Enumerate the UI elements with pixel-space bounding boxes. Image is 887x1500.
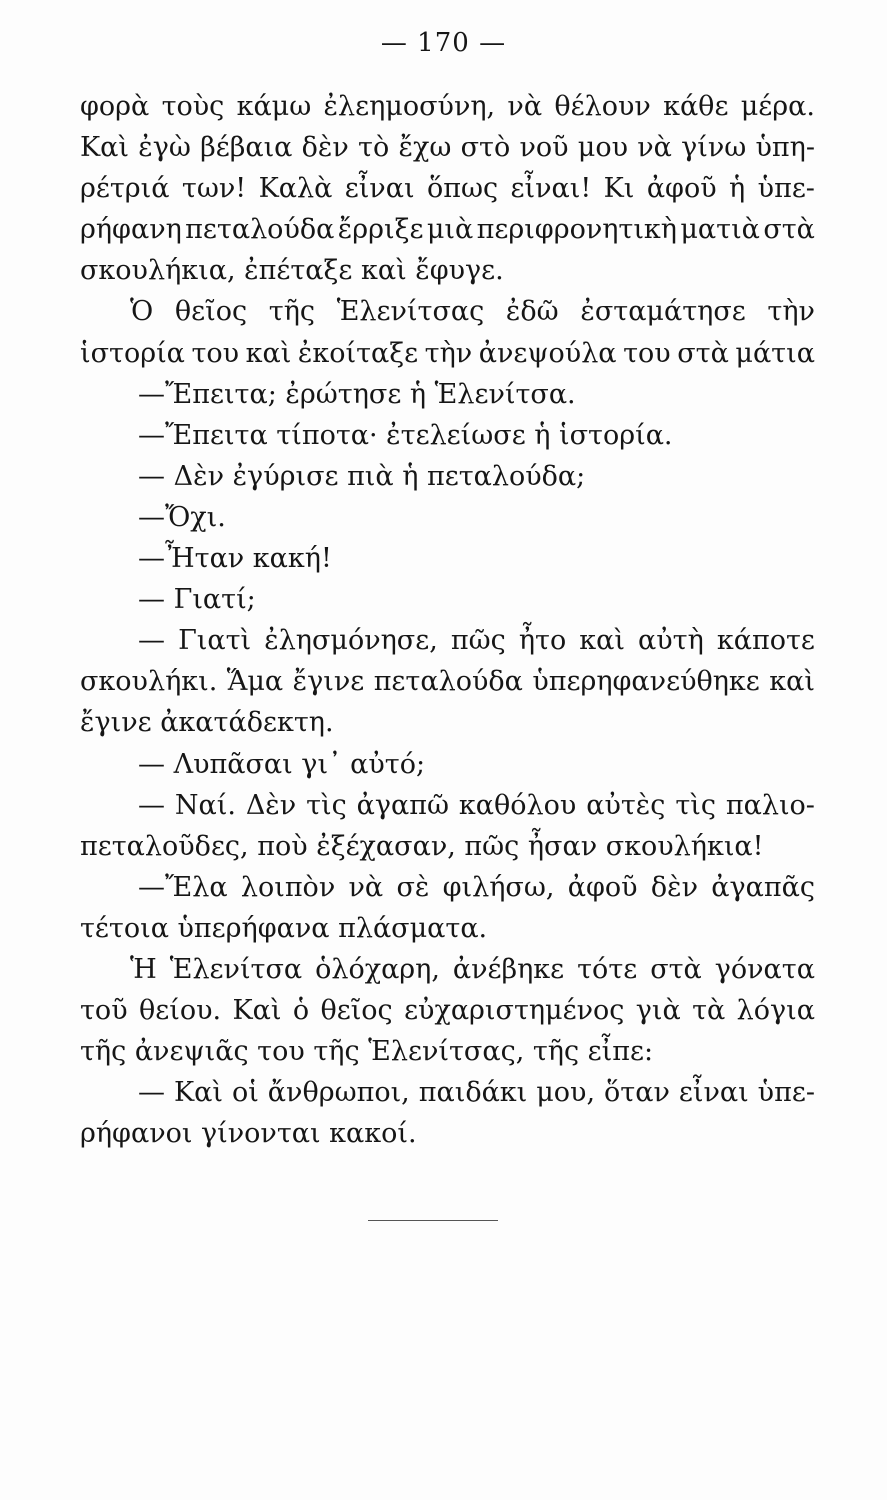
- page-number: — 170 —: [380, 28, 507, 58]
- word: ἀφοῦ: [646, 173, 717, 205]
- word: ἀγαπᾶς: [711, 871, 815, 903]
- body-text: [80, 86, 815, 1154]
- word: φιλήσω,: [442, 871, 555, 903]
- word: τὶς: [675, 789, 716, 821]
- word: ἐκοίταξε: [297, 337, 419, 369]
- word: τότε: [577, 953, 638, 985]
- word: Γιατὶ: [178, 625, 252, 657]
- word: θείου.: [138, 995, 222, 1027]
- word: νοῦ: [519, 132, 569, 164]
- word: στὸ: [460, 132, 511, 164]
- word: κάποτε: [716, 625, 815, 657]
- word: Ἑλενίτσα: [169, 953, 303, 985]
- word: ἀνεψούλα: [478, 337, 617, 369]
- word: λοιπὸν: [240, 871, 336, 903]
- section-divider: [368, 1220, 498, 1221]
- word: δὲν: [650, 871, 699, 903]
- word: ρέτριά: [80, 173, 170, 205]
- word: Κι: [603, 173, 635, 205]
- word: δὲν: [301, 132, 349, 164]
- text-line: ρήφανοι γίνονται κακοί.: [80, 1118, 417, 1150]
- word: καὶ: [769, 666, 815, 698]
- word: στὰ: [763, 214, 815, 246]
- text-line: τῆς ἀνεψιᾶς του τῆς Ἑλενίτσας, τῆς εἶπε:: [80, 1036, 654, 1068]
- word: γιὰ: [635, 995, 681, 1027]
- word: ρήφανη: [80, 214, 182, 246]
- text-line: [80, 209, 815, 250]
- word: Ἑλενίτσας: [336, 296, 485, 328]
- word: τὴν: [424, 337, 473, 369]
- word: εἶναι: [678, 1077, 749, 1109]
- word: —: [138, 789, 165, 821]
- word: ὑπε-: [757, 1077, 815, 1109]
- word: γίνω: [681, 132, 747, 164]
- word: μιὰ: [426, 214, 474, 246]
- word: τὰ: [692, 995, 726, 1027]
- text-line: [80, 86, 815, 127]
- word: ματιὰ: [680, 214, 760, 246]
- text-line: [80, 168, 815, 209]
- word: Ναί.: [174, 789, 236, 821]
- word: ὑπη-: [755, 132, 815, 164]
- word: πῶς: [450, 625, 506, 657]
- word: φορὰ: [80, 91, 150, 122]
- word: ἔρριξε: [337, 214, 424, 246]
- word: ὑπε-: [757, 173, 815, 205]
- word: εἶναι!: [510, 173, 592, 205]
- word: ὁ: [292, 995, 310, 1027]
- word: στὰ: [650, 953, 702, 985]
- word: πεταλούδα: [373, 666, 523, 698]
- word: Δὲν: [245, 789, 297, 821]
- word: ἱστορία: [80, 337, 185, 369]
- word: θεῖος: [174, 296, 248, 328]
- word: Ὁ: [130, 296, 154, 328]
- word: μέρα.: [740, 91, 815, 122]
- text-line: — Γιατί;: [138, 584, 256, 616]
- text-line: τέτοια ὑπερήφανα πλάσματα.: [80, 912, 488, 944]
- word: Καὶ: [80, 132, 129, 164]
- word: ὑπερηφανεύθηκε: [532, 666, 760, 698]
- text-line: [80, 620, 815, 661]
- word: εἶναι: [344, 173, 415, 205]
- text-line: —Ἔπειτα τίποτα· ἐτελείωσε ἡ ἱστορία.: [138, 419, 673, 451]
- text-line: σκουλήκια, ἐπέταξε καὶ ἔφυγε.: [80, 255, 504, 287]
- word: ἡ: [729, 173, 746, 205]
- word: ἐλησμόνησε,: [264, 625, 438, 657]
- word: των!: [181, 173, 247, 205]
- word: καθόλου: [458, 789, 577, 821]
- text-line: πεταλοῦδες, ποὺ ἐξέχασαν, πῶς ἦσαν σκουλήκια!: [80, 830, 764, 862]
- word: θεῖος: [320, 995, 393, 1027]
- text-line: —Ἦταν κακή!: [138, 543, 332, 575]
- text-line: [80, 291, 815, 332]
- word: αὐτὴ: [638, 625, 704, 657]
- word: τοὺς: [161, 91, 225, 122]
- word: τὸ: [358, 132, 390, 164]
- text-line: [80, 661, 815, 702]
- text-line: [80, 785, 815, 826]
- word: τὴν: [767, 296, 815, 328]
- word: σκουλήκι.: [80, 666, 218, 698]
- word: ὅταν: [604, 1077, 670, 1109]
- word: ἔγινε: [292, 666, 365, 698]
- word: ἄνθρωποι,: [267, 1077, 410, 1109]
- word: βέβαια: [200, 132, 293, 164]
- word: περιφρονητικὴ: [476, 214, 677, 246]
- word: πεταλούδα: [185, 214, 335, 246]
- word: ἀφοῦ: [567, 871, 638, 903]
- text-line: [80, 867, 815, 908]
- word: τοῦ: [80, 995, 128, 1027]
- word: ἐσταμάτησε: [580, 296, 746, 328]
- word: ἔχω: [398, 132, 452, 164]
- word: του: [191, 337, 240, 369]
- text-line: [80, 333, 815, 374]
- word: σὲ: [396, 871, 430, 903]
- word: Ἡ: [130, 953, 157, 985]
- word: ἀνέβηκε: [452, 953, 565, 985]
- text-line: —Ὄχι.: [138, 501, 226, 533]
- word: κάμω: [236, 91, 312, 122]
- word: μου,: [536, 1077, 596, 1109]
- word: ἀγαπῶ: [356, 789, 450, 821]
- word: καὶ: [579, 625, 625, 657]
- text-line: ἔγινε ἀκατάδεκτη.: [80, 707, 334, 739]
- word: Καλὰ: [258, 173, 333, 205]
- word: ὁλόχαρη,: [315, 953, 440, 985]
- text-line: — Δὲν ἐγύρισε πιὰ ἡ πεταλούδα;: [138, 460, 586, 492]
- word: μου: [577, 132, 628, 164]
- text-line: [80, 127, 815, 168]
- word: αὐτὲς: [586, 789, 666, 821]
- word: ὅπως: [426, 173, 499, 205]
- word: στὰ: [677, 337, 729, 369]
- word: —Ἔλα: [138, 871, 228, 903]
- word: παιδάκι: [418, 1077, 528, 1109]
- word: τῆς: [268, 296, 316, 328]
- word: του: [623, 337, 671, 369]
- word: ἐγὼ: [138, 132, 191, 164]
- word: Καὶ: [173, 1077, 223, 1109]
- text-line: [80, 990, 815, 1031]
- text-line: [80, 1072, 815, 1113]
- word: ἐδῶ: [505, 296, 559, 328]
- word: ἦτο: [518, 625, 567, 657]
- word: —: [138, 625, 165, 657]
- word: Καὶ: [232, 995, 282, 1027]
- word: παλιο-: [725, 789, 815, 821]
- word: νὰ: [348, 871, 384, 903]
- word: οἱ: [231, 1077, 259, 1109]
- text-line: —Ἔπειτα; ἐρώτησε ἡ Ἑλενίτσα.: [138, 378, 576, 410]
- word: —: [138, 1077, 165, 1109]
- text-line: [80, 949, 815, 990]
- word: θέλουν: [554, 91, 651, 122]
- word: νὰ: [637, 132, 672, 164]
- word: καὶ: [245, 337, 292, 369]
- word: κάθε: [663, 91, 729, 122]
- word: γόνατα: [714, 953, 815, 985]
- word: Ἅμα: [226, 666, 284, 698]
- word: μάτια: [735, 337, 815, 369]
- word: νὰ: [507, 91, 543, 122]
- word: τὶς: [306, 789, 347, 821]
- word: λόγια: [736, 995, 815, 1027]
- text-line: — Λυπᾶσαι γι᾽ αὐτό;: [138, 748, 426, 780]
- word: ἐλεημοσύνη,: [323, 91, 496, 122]
- word: εὐχαριστημένος: [404, 995, 625, 1027]
